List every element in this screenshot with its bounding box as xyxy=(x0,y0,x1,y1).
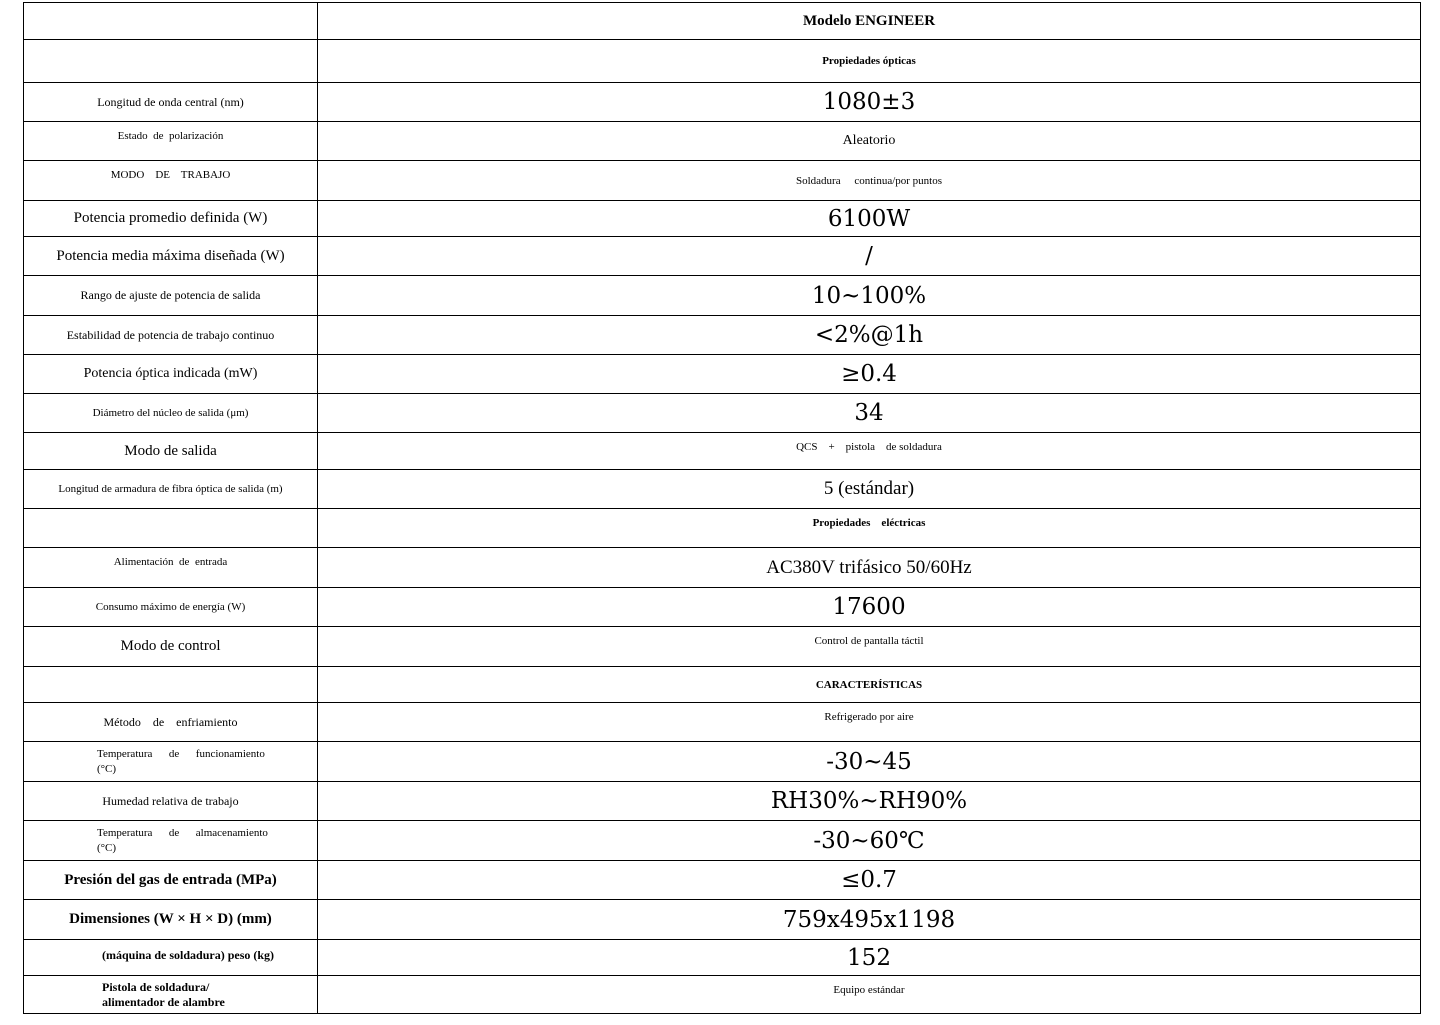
row-label-op-temp-line1: Temperatura de funcionamiento xyxy=(97,747,265,760)
row-label-dimensions: Dimensiones (W × H × D) (mm) xyxy=(24,900,318,940)
row-label-avg-power: Potencia promedio definida (W) xyxy=(24,201,318,237)
row-label-gun-feeder-line2: alimentador de alambre xyxy=(102,994,225,1009)
row-label-gas-pressure: Presión del gas de entrada (MPa) xyxy=(24,861,318,900)
row-label-work-mode: MODO DE TRABAJO xyxy=(24,161,318,201)
table-row xyxy=(24,316,1421,355)
section-empty-cell xyxy=(24,667,318,703)
row-value-max-consumption: 17600 xyxy=(318,588,1421,627)
row-value-wavelength: 1080±3 xyxy=(318,83,1421,122)
row-label-cooling: Método de enfriamiento xyxy=(24,703,318,742)
spec-table xyxy=(23,2,1421,1014)
row-label-output-mode: Modo de salida xyxy=(24,433,318,470)
row-value-power-range: 10~100% xyxy=(318,276,1421,316)
table-row xyxy=(24,548,1421,588)
row-label-weight: (máquina de soldadura) peso (kg) xyxy=(24,940,318,976)
table-row xyxy=(24,276,1421,316)
table-row xyxy=(24,470,1421,509)
page-title: Modelo ENGINEER xyxy=(318,3,1421,40)
table-row xyxy=(24,627,1421,667)
row-value-dimensions: 759x495x1198 xyxy=(318,900,1421,940)
table-row xyxy=(24,940,1421,976)
title-label-cell xyxy=(24,3,318,40)
table-row xyxy=(24,976,1421,1014)
table-row xyxy=(24,861,1421,900)
row-label-power-range: Rango de ajuste de potencia de salida xyxy=(24,276,318,316)
table-row xyxy=(24,782,1421,821)
section-title-electrical: Propiedades eléctricas xyxy=(318,509,1421,548)
row-label-gun-feeder-line1: Pistola de soldadura/ xyxy=(102,979,210,994)
row-value-storage-temp: -30~60℃ xyxy=(318,821,1421,861)
section-empty-cell xyxy=(24,509,318,548)
table-row xyxy=(24,355,1421,394)
row-label-polarization: Estado de polarización xyxy=(24,122,318,161)
row-label-op-temp xyxy=(24,742,318,782)
row-value-cooling: Refrigerado por aire xyxy=(318,703,1421,742)
section-title-features: CARACTERÍSTICAS xyxy=(318,667,1421,703)
section-row-electrical xyxy=(24,509,1421,548)
row-label-storage-temp-line1: Temperatura de almacenamiento xyxy=(97,826,268,839)
table-row xyxy=(24,900,1421,940)
row-value-output-mode: QCS + pistola de soldadura xyxy=(318,433,1421,470)
row-label-gun-feeder xyxy=(24,976,318,1014)
table-row xyxy=(24,201,1421,237)
section-row-optical xyxy=(24,40,1421,83)
title-row xyxy=(24,3,1421,40)
row-label-stability: Estabilidad de potencia de trabajo continuo xyxy=(24,316,318,355)
row-label-core-diameter: Diámetro del núcleo de salida (μm) xyxy=(24,394,318,433)
table-row xyxy=(24,821,1421,861)
section-title-optical: Propiedades ópticas xyxy=(318,40,1421,83)
table-row xyxy=(24,742,1421,782)
row-value-input-power: AC380V trifásico 50/60Hz xyxy=(318,548,1421,588)
row-label-storage-temp-line2: (°C) xyxy=(97,841,117,854)
row-value-control-mode: Control de pantalla táctil xyxy=(318,627,1421,667)
row-label-wavelength: Longitud de onda central (nm) xyxy=(24,83,318,122)
row-value-weight: 152 xyxy=(318,940,1421,976)
section-row-features xyxy=(24,667,1421,703)
row-value-gas-pressure: ≤0.7 xyxy=(318,861,1421,900)
row-value-core-diameter: 34 xyxy=(318,394,1421,433)
section-empty-cell xyxy=(24,40,318,83)
row-value-stability: <2%@1h xyxy=(318,316,1421,355)
row-label-input-power: Alimentación de entrada xyxy=(24,548,318,588)
table-row xyxy=(24,237,1421,276)
row-value-fiber-length: 5 (estándar) xyxy=(318,470,1421,509)
table-row xyxy=(24,588,1421,627)
row-label-op-temp-line2: (°C) xyxy=(97,762,117,775)
row-label-storage-temp xyxy=(24,821,318,861)
row-label-fiber-length: Longitud de armadura de fibra óptica de salida (m) xyxy=(24,470,318,509)
row-value-polarization: Aleatorio xyxy=(318,122,1421,161)
row-label-control-mode: Modo de control xyxy=(24,627,318,667)
row-value-op-temp: -30~45 xyxy=(318,742,1421,782)
row-value-gun-feeder: Equipo estándar xyxy=(318,976,1421,1014)
row-label-humidity: Humedad relativa de trabajo xyxy=(24,782,318,821)
table-row xyxy=(24,122,1421,161)
row-value-avg-power: 6100W xyxy=(318,201,1421,237)
row-value-work-mode: Soldadura continua/por puntos xyxy=(318,161,1421,201)
row-value-max-power: / xyxy=(318,237,1421,276)
table-row xyxy=(24,161,1421,201)
row-label-indicated-power: Potencia óptica indicada (mW) xyxy=(24,355,318,394)
row-value-indicated-power: ≥0.4 xyxy=(318,355,1421,394)
row-value-humidity: RH30%~RH90% xyxy=(318,782,1421,821)
row-label-max-power: Potencia media máxima diseñada (W) xyxy=(24,237,318,276)
table-row xyxy=(24,433,1421,470)
table-row xyxy=(24,83,1421,122)
table-row xyxy=(24,394,1421,433)
table-row xyxy=(24,703,1421,742)
row-label-max-consumption: Consumo máximo de energía (W) xyxy=(24,588,318,627)
